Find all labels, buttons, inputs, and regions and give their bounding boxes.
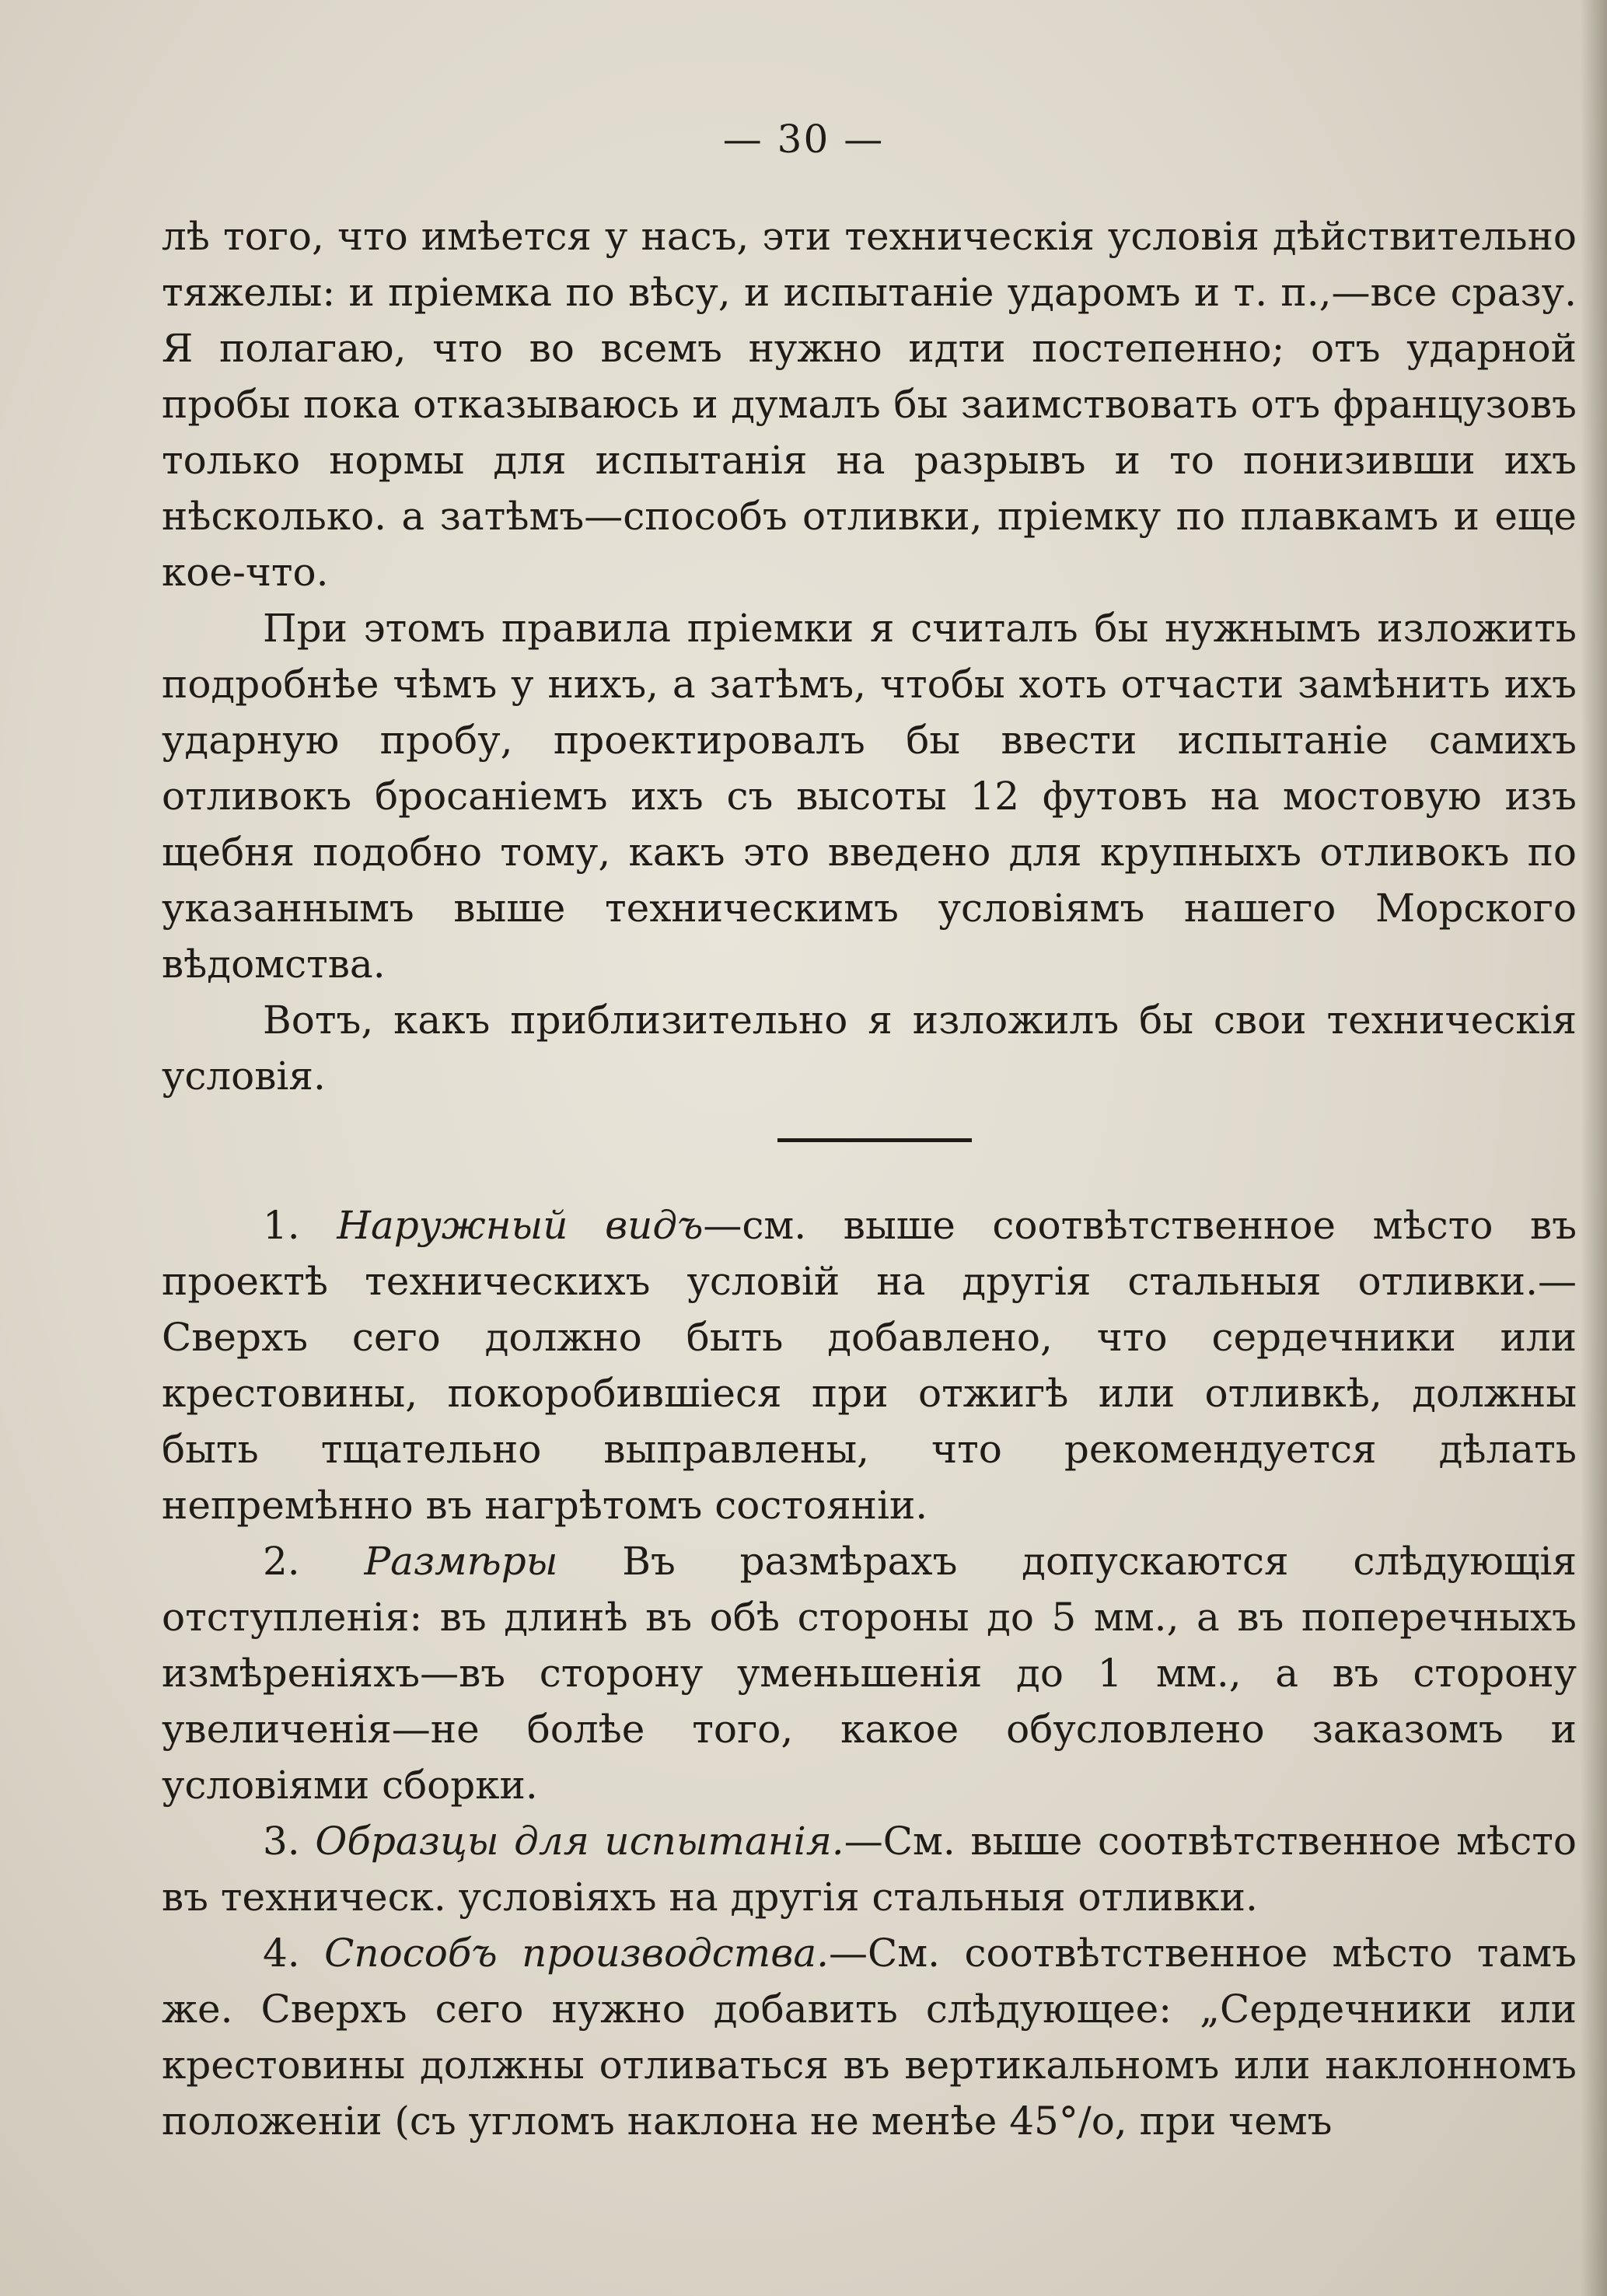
item-title: Размѣры (364, 1539, 558, 1584)
item-text: —см. выше соотвѣтственное мѣсто въ проектѣ техническихъ условій на другія стальныя отливки.—Сверхъ сего должно быть добавлено, что сердечники или крестовины, покоробившіеся при отжигѣ или отливкѣ, должны быть тщательно выправлены, что рекомендуется дѣлать непремѣнно въ нагрѣтомъ состояніи. (162, 1203, 1577, 1528)
item-title: Способъ производства. (324, 1931, 830, 1976)
item-text: —См. выше соотвѣтственное мѣсто въ техническ. условіяхъ на другія стальныя отливки. (162, 1819, 1577, 1920)
numbered-item (162, 1925, 1577, 2149)
item-number: 2. (263, 1539, 300, 1584)
numbered-item (162, 1533, 1577, 1813)
section-divider (777, 1138, 972, 1142)
paragraph: лѣ того, что имѣется у насъ, эти техническія условія дѣйствительно тяжелы: и пріемка по вѣсу, и испытаніе ударомъ и т. п.,—все сразу. Я полагаю, что во всемъ нужно идти постепенно; отъ ударной пробы пока отказываюсь и думалъ бы заимствовать отъ французовъ только нормы для испытанія на разрывъ и то понизивши ихъ нѣсколько. а затѣмъ—способъ отливки, пріемку по плавкамъ и еще кое-что. (162, 214, 1577, 595)
page-number: — 30 — (722, 117, 885, 162)
numbered-item (162, 1197, 1577, 1533)
page-edge-shadow (1581, 0, 1607, 2296)
item-text: Въ размѣрахъ допускаются слѣдующія отступленія: въ длинѣ въ обѣ стороны до 5 мм., а въ поперечныхъ измѣреніяхъ—въ сторону уменьшенія до 1 мм., а въ сторону увеличенія—не болѣе того, какое обусловлено заказомъ и условіями сборки. (162, 1539, 1577, 1808)
numbered-item (162, 1813, 1577, 1925)
item-number: 1. (263, 1203, 300, 1248)
item-title: Наружный видъ (337, 1203, 704, 1248)
paragraph: Вотъ, какъ приблизительно я изложилъ бы свои техническія условія. (162, 998, 1577, 1099)
paragraph: При этомъ правила пріемки я считалъ бы нужнымъ изложить подробнѣе чѣмъ у нихъ, а затѣмъ, чтобы хоть отчасти замѣнить ихъ ударную пробу, проектировалъ бы ввести испытаніе самихъ отливокъ бросаніемъ ихъ съ высоты 12 футовъ на мостовую изъ щебня подобно тому, какъ это введено для крупныхъ отливокъ по указаннымъ выше техническимъ условіямъ нашего Морского вѣдомства. (162, 606, 1577, 987)
item-number: 3. (263, 1819, 300, 1864)
upper-text-block (162, 208, 1577, 1104)
numbered-items-block (162, 1197, 1577, 2149)
item-text: —См. соотвѣтственное мѣсто тамъ же. Сверхъ сего нужно добавить слѣдующее: „Сердечники или крестовины должны отливаться въ вертикальномъ или наклонномъ положеніи (съ угломъ наклона не менѣе 45°/о, при чемъ (162, 1931, 1577, 2144)
item-number: 4. (263, 1931, 300, 1976)
item-title: Образцы для испытанія. (315, 1819, 844, 1864)
